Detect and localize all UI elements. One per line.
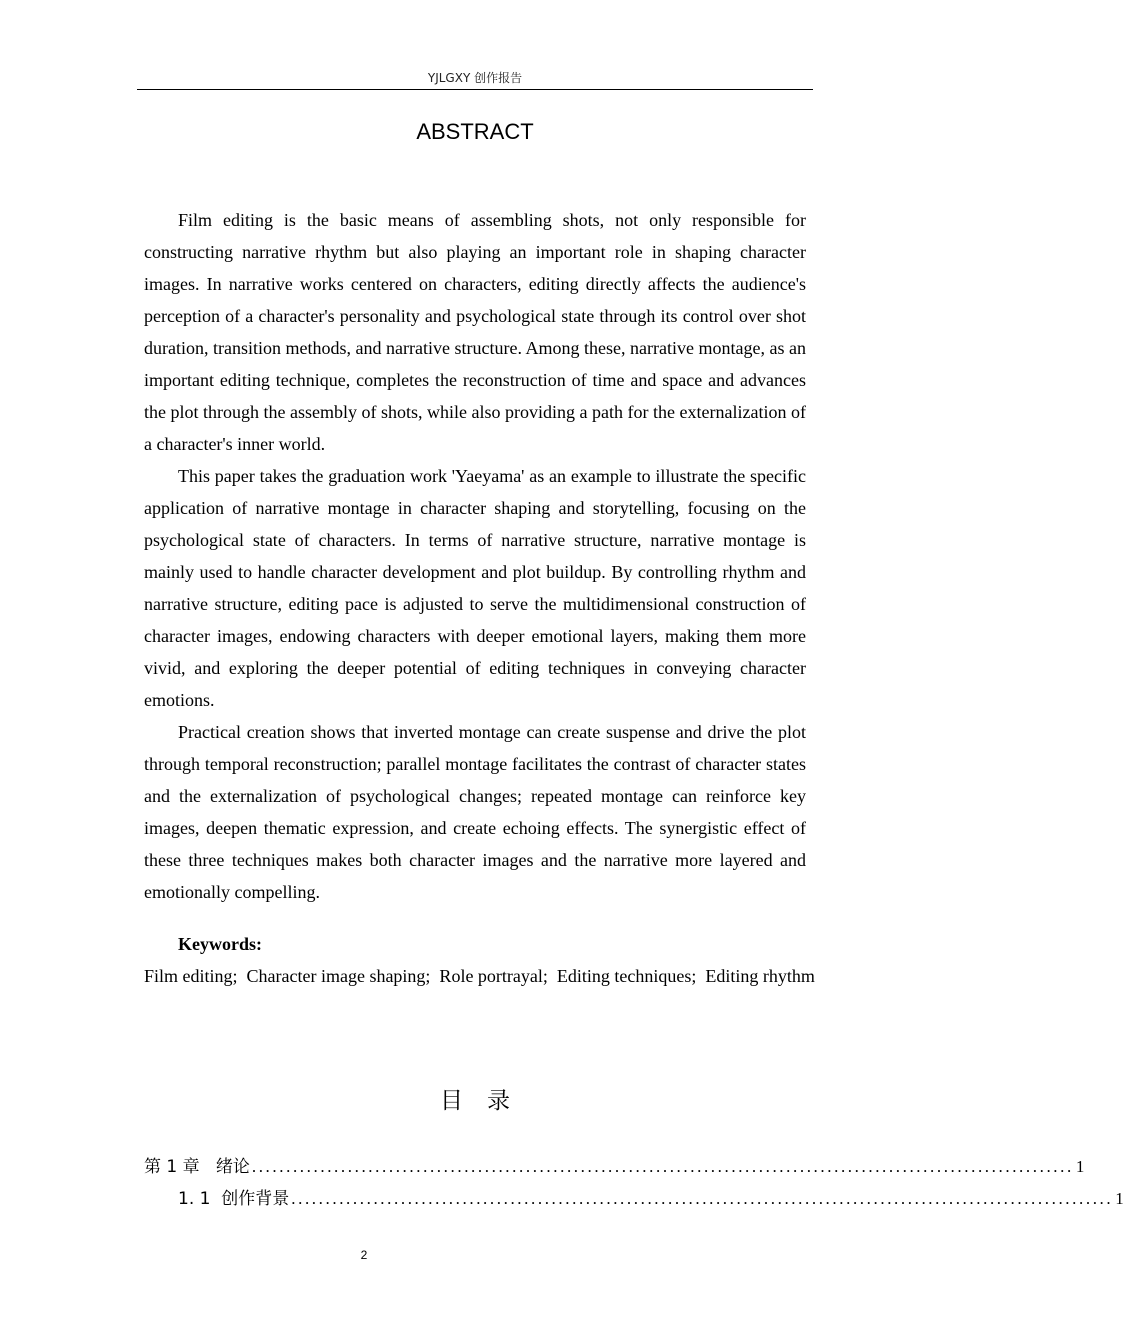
toc-title: 目录 [440,1088,534,1114]
toc-entry-page: 1 [1075,1157,1085,1176]
toc-entry-label: 第 1 章 绪论 [144,1157,250,1177]
page-number: 2 [360,1248,368,1262]
toc-entry-page: 1 [1115,1189,1124,1208]
toc-entry-label: 1. 1 创作背景 [178,1189,290,1209]
abstract-body [144,204,806,908]
toc-entry[interactable] [144,1151,1085,1183]
abstract-paragraph: Film editing is the basic means of assembling shots, not only responsible for constructing narrative rhythm but also playing an important role in shaping character images. In narrative works centered on characters, editing directly affects the audience's perception of a character's personality and psychological state through its control over shot duration, transition methods, and narrative structure. Among these, narrative montage, as an important editing technique, completes the reconstruction of time and space and advances the plot through the assembly of shots, while also providing a path for the externalization of a character's inner world. [144,210,806,454]
toc-dot-leader: ........................................................................................................................ [291,1189,1114,1208]
header-text: YJLGXY 创作报告 [427,71,523,85]
toc-dot-leader: ........................................................................................................................ [251,1157,1074,1176]
abstract-paragraph: Practical creation shows that inverted montage can create suspense and drive the plot through temporal reconstruction; parallel montage facilitates the contrast of character states and the externalization of psychological changes; repeated montage can reinforce key images, deepen thematic expression, and create echoing effects. The synergistic effect of these three techniques makes both character images and the narrative more layered and emotionally compelling. [144,722,806,902]
keywords-text: Film editing; Character image shaping; Role portrayal; Editing techniques; Editing rhythm [144,966,815,986]
keywords-label: Keywords: [178,934,262,954]
abstract-title: ABSTRACT [416,119,534,144]
abstract-paragraph: This paper takes the graduation work 'Yaeyama' as an example to illustrate the specific application of narrative montage in character shaping and storytelling, focusing on the psychological state of characters. In terms of narrative structure, narrative montage is mainly used to handle character development and plot buildup. By controlling rhythm and narrative structure, editing pace is adjusted to serve the multidimensional construction of character images, endowing characters with deeper emotional layers, making them more vivid, and exploring the deeper potential of editing techniques in conveying character emotions. [144,466,806,710]
keywords [144,928,815,992]
page-header [137,68,813,90]
toc-entry[interactable] [178,1183,1124,1215]
